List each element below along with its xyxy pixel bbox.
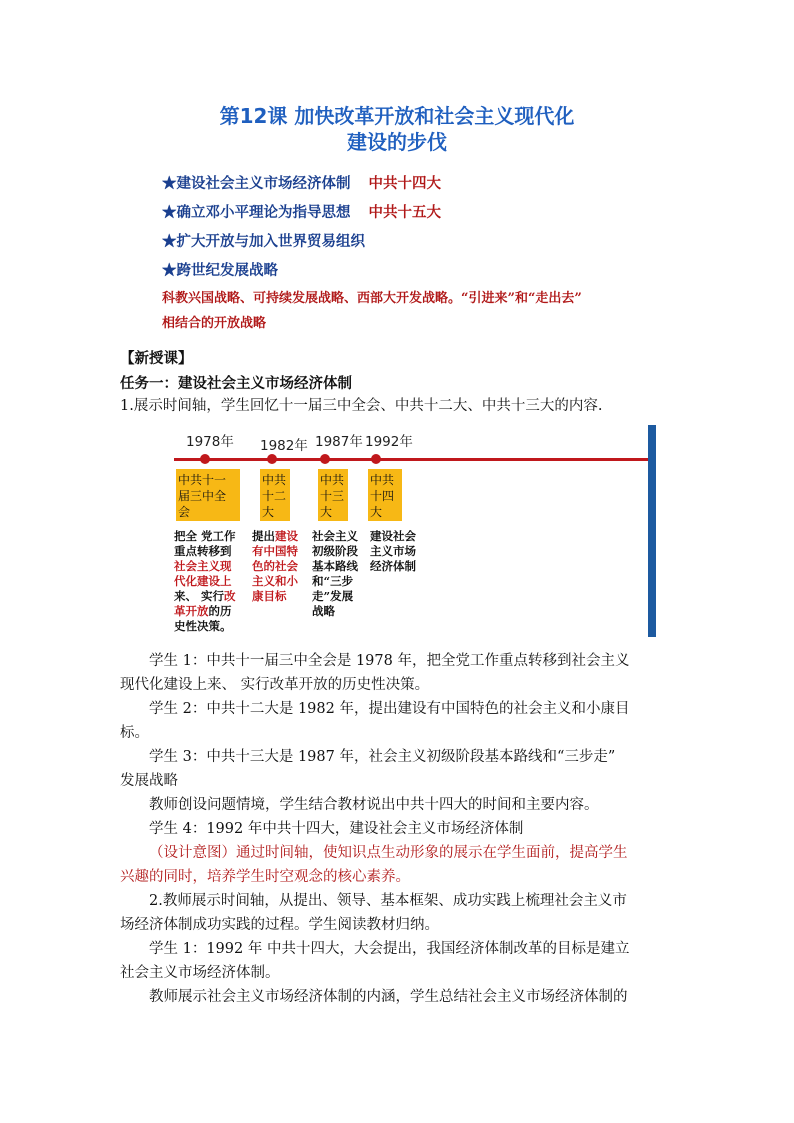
desc-line: 主义市场: [370, 544, 416, 558]
timeline-desc-1987: [312, 529, 372, 619]
star-point-3: [162, 230, 365, 251]
strategy-line-1: 科教兴国战略、可持续发展战略、西部大开发战略。“引进来”和“走出去”: [162, 291, 582, 306]
timeline-box-1978: [176, 469, 240, 521]
timeline-dot: [200, 454, 210, 464]
page-title: 第12课 加快改革开放和社会主义现代化: [219, 104, 575, 128]
desc-line: 重点转移到: [174, 544, 232, 558]
timeline-year-1982: 1982年: [260, 438, 308, 454]
student5-para-line2: 社会主义市场经济体制。: [120, 965, 280, 981]
star-point-4: [162, 259, 278, 280]
desc-line: 主义和小: [252, 574, 298, 588]
box-line: 会: [178, 505, 191, 519]
section-heading: 【新授课】: [120, 350, 193, 367]
box-line: 届三中全: [178, 489, 227, 503]
desc-text: 提出: [252, 529, 275, 543]
desc-text: 的历: [208, 604, 232, 618]
desc-text: 革开放: [174, 604, 209, 618]
box-line: 中共十一: [178, 473, 227, 487]
desc-line: 把全 党工作: [174, 529, 236, 543]
teacher-para-2-line2: 场经济体制成功实践的过程。学生阅读教材归纳。: [120, 917, 439, 933]
desc-line: 经济体制: [370, 559, 416, 573]
timeline-end-bar: [648, 425, 656, 637]
timeline-figure: [172, 425, 656, 637]
student1-para-line1: 学生 1：中共十一届三中全会是 1978 年，把全党工作重点转移到社会主义: [149, 653, 630, 669]
desc-text: 建设: [275, 529, 298, 543]
task-heading: 任务一：建设社会主义市场经济体制: [120, 375, 352, 392]
timeline-axis: [174, 458, 652, 461]
desc-line: 基本路线: [312, 559, 358, 573]
page-title-line2: 建设的步伐: [347, 130, 447, 154]
star-point-1: [162, 172, 441, 193]
student1-para-line2: 现代化建设上来、 实行改革开放的历史性决策。: [120, 677, 430, 693]
box-line: 中共: [320, 473, 345, 487]
desc-line: 史性决策。: [174, 619, 232, 633]
box-line: 中共: [370, 473, 395, 487]
desc-line: 色的社会: [252, 559, 298, 573]
design-intent-line2: [120, 865, 410, 889]
star-point-text: ★建设社会主义市场经济体制: [162, 175, 351, 192]
timeline-desc-1978: [174, 529, 246, 634]
box-line: 十三: [320, 489, 345, 503]
desc-line: 康目标: [252, 589, 287, 603]
box-line: 十二: [262, 489, 287, 503]
student3-para-line2: 发展战略: [120, 773, 178, 789]
student4-para: 学生 4：1992 年中共十四大，建设社会主义市场经济体制: [149, 821, 524, 837]
desc-line: 代化建设上: [174, 574, 232, 588]
design-intent-text: （设计意图）通过时间轴，使知识点生动形象的展示在学生面前，提高学生: [149, 845, 628, 861]
box-line: 大: [262, 505, 275, 519]
intro-paragraph: 1.展示时间轴，学生回忆十一届三中全会、中共十二大、中共十三大的内容.: [120, 398, 603, 414]
desc-line: 社会主义现: [174, 559, 232, 573]
student2-para-line2: 标。: [120, 725, 149, 741]
timeline-dot: [371, 454, 381, 464]
design-intent-text: 兴趣的同时，培养学生时空观念的核心素养。: [120, 869, 410, 885]
teacher-para-1: 教师创设问题情境，学生结合教材说出中共十四大的时间和主要内容。: [149, 797, 599, 813]
student2-para-line1: 学生 2：中共十二大是 1982 年，提出建设有中国特色的社会主义和小康目: [149, 701, 630, 717]
timeline-box-1987: [318, 469, 348, 521]
desc-line: 有中国特: [252, 544, 298, 558]
timeline-year-1992: 1992年: [365, 434, 413, 450]
box-line: 中共: [262, 473, 287, 487]
student5-para-line1: 学生 1：1992 年 中共十四大，大会提出，我国经济体制改革的目标是建立: [149, 941, 630, 957]
timeline-box-1992: [368, 469, 402, 521]
desc-line: 建设社会: [370, 529, 416, 543]
timeline-box-1982: [260, 469, 290, 521]
desc-line: 战略: [312, 604, 335, 618]
timeline-desc-1992: [370, 529, 430, 574]
timeline-desc-1982: [252, 529, 314, 604]
star-point-text: ★扩大开放与加入世界贸易组织: [162, 233, 365, 250]
timeline-dot: [267, 454, 277, 464]
desc-line: 社会主义: [312, 529, 358, 543]
star-point-tag: 中共十四大: [368, 175, 441, 192]
desc-line: 走”发展: [312, 589, 354, 603]
desc-text: 来、 实行: [174, 589, 225, 603]
student3-para-line1: 学生 3：中共十三大是 1987 年，社会主义初级阶段基本路线和“三步走”: [149, 749, 616, 765]
teacher-para-2-line1: 2.教师展示时间轴，从提出、领导、基本框架、成功实践上梳理社会主义市: [149, 893, 627, 909]
box-line: 十四: [370, 489, 395, 503]
desc-line: 初级阶段: [312, 544, 358, 558]
star-point-2: [162, 201, 441, 222]
desc-text: 改: [224, 589, 236, 603]
star-point-tag: 中共十五大: [368, 204, 441, 221]
strategy-line-2: 相结合的开放战略: [162, 316, 267, 331]
timeline-year-1978: 1978年: [186, 434, 234, 450]
box-line: 大: [370, 505, 383, 519]
teacher-para-3: 教师展示社会主义市场经济体制的内涵，学生总结社会主义市场经济体制的: [149, 989, 628, 1005]
star-point-text: ★跨世纪发展战略: [162, 262, 278, 279]
design-intent-line1: [149, 841, 628, 865]
timeline-dot: [320, 454, 330, 464]
star-point-text: ★确立邓小平理论为指导思想: [162, 204, 351, 221]
desc-line: 和“三步: [312, 574, 354, 588]
box-line: 大: [320, 505, 333, 519]
timeline-year-1987: 1987年: [315, 434, 363, 450]
